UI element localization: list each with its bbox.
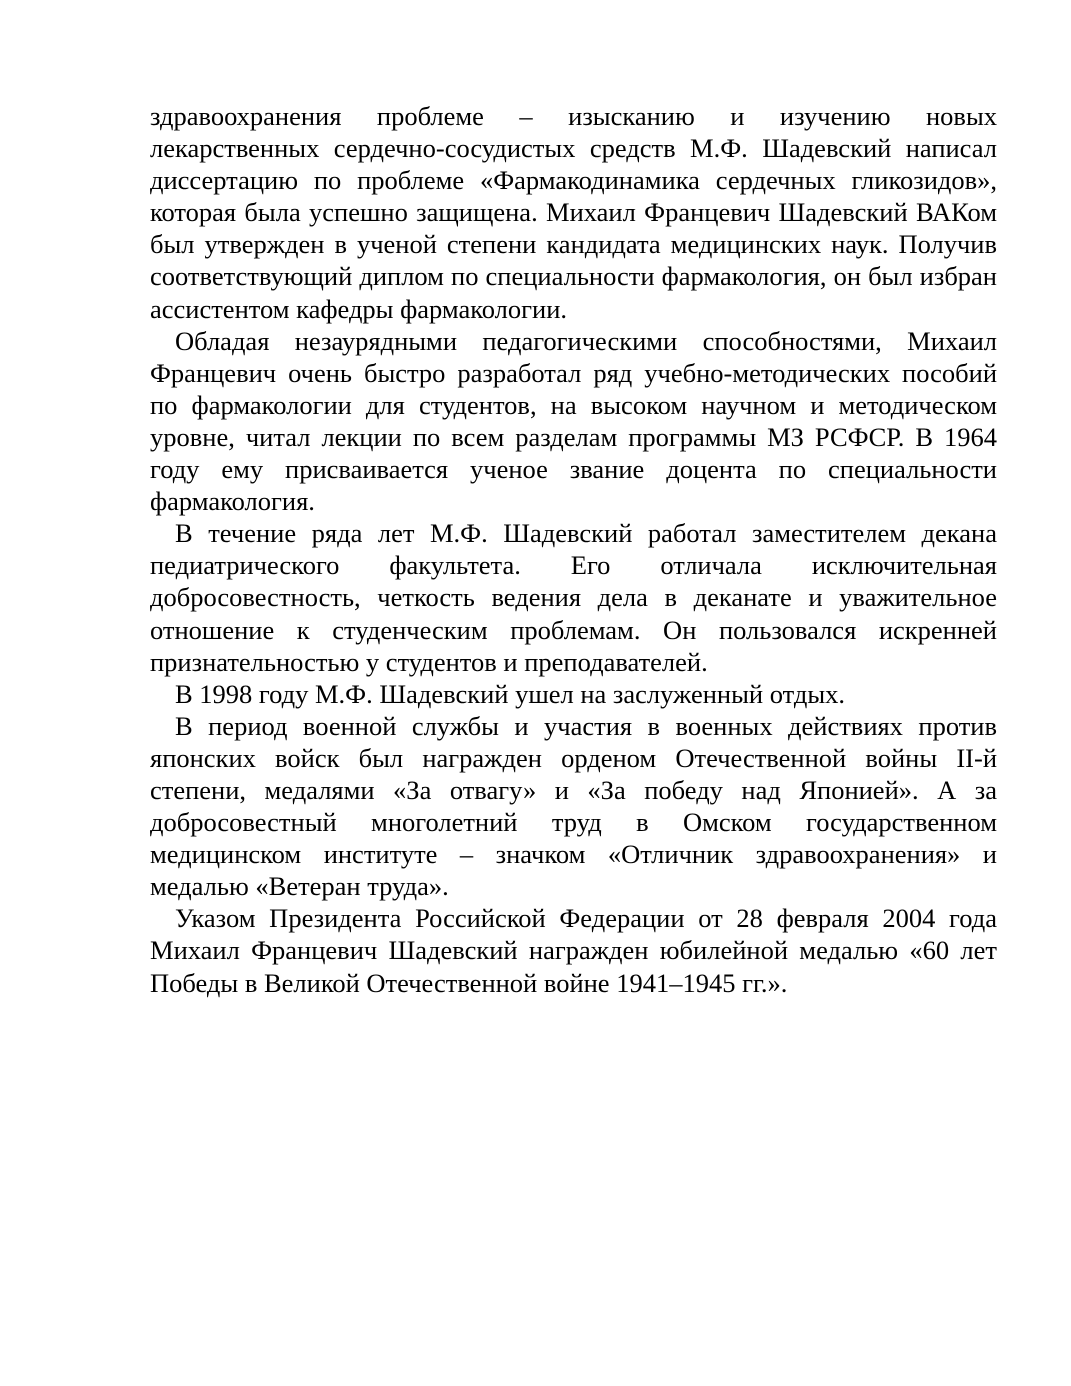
paragraph-2: Обладая незаурядными педагогическими способностями, Михаил Францевич очень быстро разработал ряд учебно-методических пособий по фармакологии для студентов, на высоком научном и методическом уровне, читал лекции по всем разделам программы МЗ РСФСР. В 1964 году ему присваивается ученое звание доцента по специальности фармакология.	[150, 325, 997, 517]
paragraph-6: Указом Президента Российской Федерации от 28 февраля 2004 года Михаил Францевич Шадевский награжден юбилейной медалью «60 лет Победы в Великой Отечественной войне 1941–1945 гг.».	[150, 903, 997, 998]
paragraph-4: В 1998 году М.Ф. Шадевский ушел на заслуженный отдых.	[175, 678, 846, 709]
paragraph-5: В период военной службы и участия в военных действиях против японских войск был награжден орденом Отечественной войны II-й степени, медалями «За отвагу» и «За победу над Японией». А за добросовестный многолетний труд в Омском государственном медицинском институте – значком «Отличник здравоохранения» и медалью «Ветеран труда».	[150, 710, 997, 902]
paragraph-1: здравоохранения проблеме – изысканию и изучению новых лекарственных сердечно-сосудистых средств М.Ф. Шадевский написал диссертацию по проблеме «Фармакодинамика сердечных гликозидов», которая была успешно защищена. Михаил Францевич Шадевский ВАКом был утвержден в ученой степени кандидата медицинских наук. Получив соответствующий диплом по специальности фармакология, он был избран ассистентом кафедры фармакологии.	[150, 101, 997, 324]
document-body	[150, 100, 997, 999]
paragraph-3: В течение ряда лет М.Ф. Шадевский работал заместителем декана педиатрического факультета. Его отличала исключительная добросовестность, четкость ведения дела в деканате и уважительное отношение к студенческим проблемам. Он пользовался искренней признательностью у студентов и преподавателей.	[150, 518, 997, 677]
